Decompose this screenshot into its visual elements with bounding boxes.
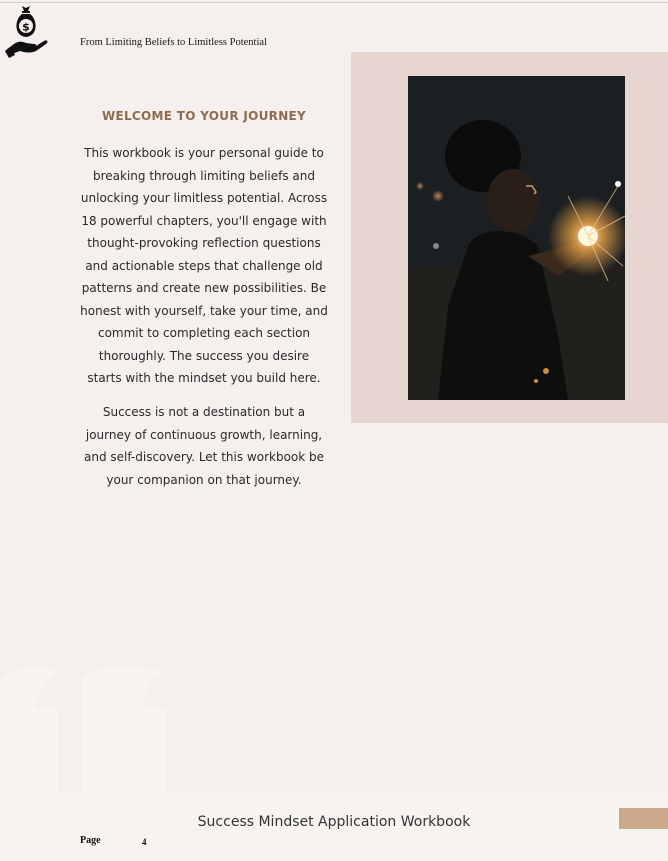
money-bag-hand-icon xyxy=(4,4,48,58)
intro-paragraph-text: This workbook is your personal guide to breaking through limiting beliefs and unlocking your limitless potential. Across 18 powerful chapters, you'll engage with thought-provoking reflection questions and actionable steps that challenge old patterns and create new possibilities. Be honest with yourself, take your time, and commit to completing each section thoroughly. The success you desire starts with the mindset you build here. xyxy=(80,146,328,385)
intro-paragraph xyxy=(80,142,328,390)
svg-text:$: $ xyxy=(22,20,30,34)
top-rule xyxy=(0,2,668,3)
header-subtitle: From Limiting Beliefs to Limitless Potential xyxy=(80,37,267,48)
section-title: WELCOME TO YOUR JOURNEY xyxy=(101,109,307,123)
quote-mark-decoration xyxy=(0,660,180,795)
closing-paragraph xyxy=(80,401,328,491)
page-label: Page xyxy=(80,835,101,846)
footer-title: Success Mindset Application Workbook xyxy=(197,814,471,830)
page-number: 4 xyxy=(142,837,147,847)
closing-paragraph-text: Success is not a destination but a journey of continuous growth, learning, and self-discovery. Let this workbook be your companion on that journey. xyxy=(83,405,325,487)
hero-photo xyxy=(408,76,625,400)
